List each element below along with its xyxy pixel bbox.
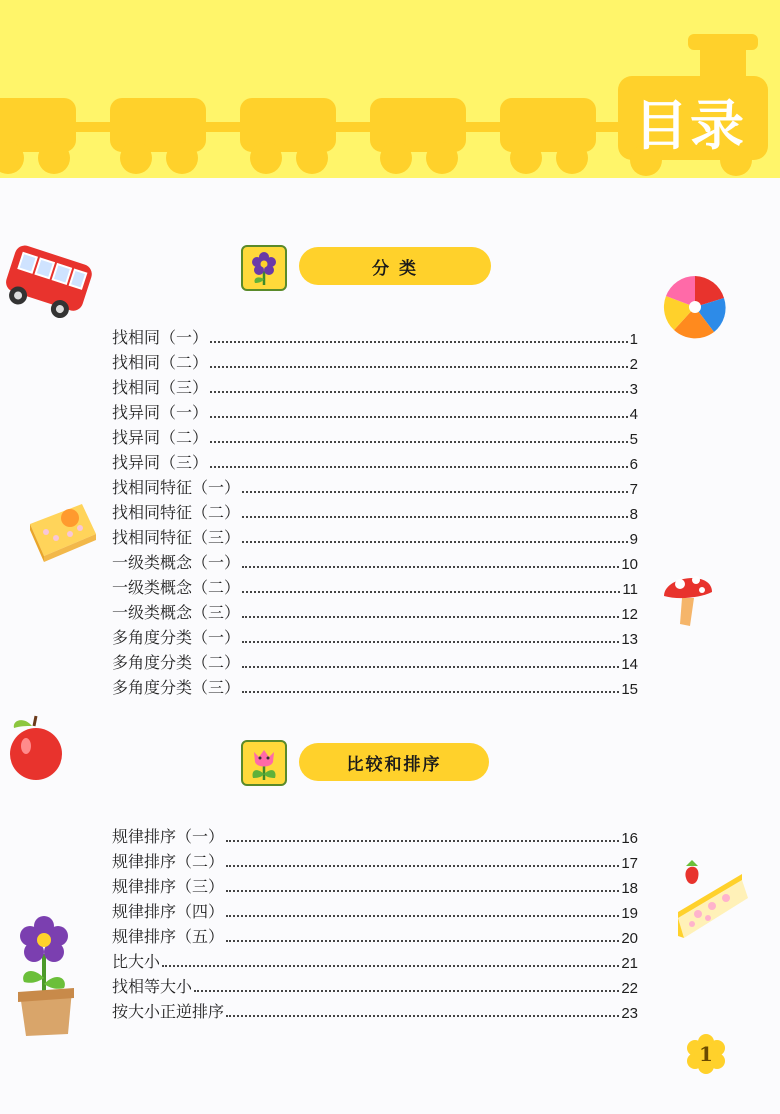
toc-entry-label: 规律排序（二） bbox=[112, 852, 225, 871]
toc-entry[interactable] bbox=[112, 673, 638, 698]
toc-entry[interactable] bbox=[112, 323, 638, 348]
toc-page-number: 15 bbox=[621, 681, 638, 698]
toc-page-number: 19 bbox=[621, 905, 638, 922]
toc-page-number: 21 bbox=[621, 955, 638, 972]
toc-entry[interactable] bbox=[112, 573, 638, 598]
section-title-compare: 比较和排序 bbox=[299, 743, 489, 781]
toc-page-number: 23 bbox=[621, 1005, 638, 1022]
toc-entry-label: 找相同（二） bbox=[112, 353, 209, 372]
toc-page-number: 14 bbox=[621, 656, 638, 673]
toc-entry-label: 找相等大小 bbox=[112, 977, 193, 996]
toc-entry[interactable] bbox=[112, 623, 638, 648]
toc-entry[interactable] bbox=[112, 598, 638, 623]
toc-entry-label: 规律排序（四） bbox=[112, 902, 225, 921]
toc-entry-label: 找相同特征（一） bbox=[112, 478, 241, 497]
toc-entry[interactable] bbox=[112, 822, 638, 847]
leader-dots bbox=[242, 616, 619, 618]
toc-entry[interactable] bbox=[112, 922, 638, 947]
toc-entry-label: 找相同（三） bbox=[112, 378, 209, 397]
toc-page-number: 22 bbox=[621, 980, 638, 997]
leader-dots bbox=[242, 491, 628, 493]
toc-page-number: 6 bbox=[629, 456, 638, 473]
toc-entry[interactable] bbox=[112, 448, 638, 473]
toc-entry-label: 规律排序（一） bbox=[112, 827, 225, 846]
page-number: 1 bbox=[699, 1042, 713, 1066]
tulip-icon bbox=[243, 742, 285, 784]
toc-entry-label: 找相同（一） bbox=[112, 328, 209, 347]
toc-entry-label: 多角度分类（二） bbox=[112, 653, 241, 672]
toc-entry[interactable] bbox=[112, 897, 638, 922]
toc-entry[interactable] bbox=[112, 498, 638, 523]
leader-dots bbox=[242, 516, 628, 518]
toc-entry-label: 找异同（二） bbox=[112, 428, 209, 447]
leader-dots bbox=[210, 416, 628, 418]
toc-entry-label: 比大小 bbox=[112, 952, 161, 971]
beach-ball-icon bbox=[662, 274, 728, 340]
toc-list-classify bbox=[112, 323, 638, 698]
toc-page-number: 10 bbox=[621, 556, 638, 573]
leader-dots bbox=[242, 541, 628, 543]
toc-page-number: 13 bbox=[621, 631, 638, 648]
toc-page-number: 2 bbox=[629, 356, 638, 373]
leader-dots bbox=[210, 441, 628, 443]
toc-entry[interactable] bbox=[112, 398, 638, 423]
section-title-classify: 分 类 bbox=[299, 247, 491, 285]
toc-entry-label: 找异同（三） bbox=[112, 453, 209, 472]
toc-page-number: 12 bbox=[621, 606, 638, 623]
apple-icon bbox=[4, 712, 66, 780]
toc-entry-label: 多角度分类（一） bbox=[112, 628, 241, 647]
toc-page-number: 1 bbox=[629, 331, 638, 348]
leader-dots bbox=[194, 990, 619, 992]
leader-dots bbox=[210, 391, 628, 393]
toc-entry-label: 规律排序（五） bbox=[112, 927, 225, 946]
toc-list-compare bbox=[112, 822, 638, 1022]
toc-page-number: 7 bbox=[629, 481, 638, 498]
toc-entry[interactable] bbox=[112, 423, 638, 448]
toc-page-number: 5 bbox=[629, 431, 638, 448]
cake-slice-icon bbox=[26, 498, 100, 564]
toc-entry-label: 一级类概念（二） bbox=[112, 578, 241, 597]
section-icon-classify bbox=[241, 245, 287, 291]
leader-dots bbox=[210, 341, 628, 343]
leader-dots bbox=[162, 965, 619, 967]
bus-icon bbox=[2, 236, 94, 326]
leader-dots bbox=[210, 466, 628, 468]
toc-page-number: 4 bbox=[629, 406, 638, 423]
toc-entry[interactable] bbox=[112, 947, 638, 972]
leader-dots bbox=[226, 1015, 619, 1017]
section-icon-compare bbox=[241, 740, 287, 786]
flower-pot-icon bbox=[10, 914, 80, 1038]
toc-page-number: 20 bbox=[621, 930, 638, 947]
toc-page-number: 16 bbox=[621, 830, 638, 847]
leader-dots bbox=[226, 915, 619, 917]
mushroom-icon bbox=[660, 566, 716, 632]
toc-page-number: 9 bbox=[629, 531, 638, 548]
toc-entry-label: 一级类概念（三） bbox=[112, 603, 241, 622]
leader-dots bbox=[242, 691, 619, 693]
toc-page-number: 3 bbox=[629, 381, 638, 398]
page-title: 目录 bbox=[634, 93, 746, 157]
toc-entry-label: 一级类概念（一） bbox=[112, 553, 241, 572]
toc-entry-label: 找相同特征（二） bbox=[112, 503, 241, 522]
leader-dots bbox=[210, 366, 628, 368]
toc-entry[interactable] bbox=[112, 847, 638, 872]
toc-page-number: 17 bbox=[621, 855, 638, 872]
leader-dots bbox=[242, 566, 619, 568]
leader-dots bbox=[226, 890, 619, 892]
toc-page-number: 11 bbox=[622, 581, 638, 598]
toc-entry[interactable] bbox=[112, 373, 638, 398]
leader-dots bbox=[242, 641, 619, 643]
page-number-badge bbox=[686, 1034, 726, 1074]
leader-dots bbox=[226, 940, 619, 942]
toc-entry[interactable] bbox=[112, 348, 638, 373]
toc-entry-label: 找相同特征（三） bbox=[112, 528, 241, 547]
leader-dots bbox=[242, 591, 620, 593]
toc-entry[interactable] bbox=[112, 997, 638, 1022]
leader-dots bbox=[226, 840, 619, 842]
toc-entry[interactable] bbox=[112, 548, 638, 573]
toc-entry-label: 规律排序（三） bbox=[112, 877, 225, 896]
flower-icon bbox=[243, 247, 285, 289]
toc-entry[interactable] bbox=[112, 473, 638, 498]
toc-entry[interactable] bbox=[112, 972, 638, 997]
toc-page-number: 8 bbox=[629, 506, 638, 523]
toc-entry-label: 多角度分类（三） bbox=[112, 678, 241, 697]
toc-entry[interactable] bbox=[112, 523, 638, 548]
toc-entry[interactable] bbox=[112, 648, 638, 673]
leader-dots bbox=[242, 666, 619, 668]
toc-entry-label: 找异同（一） bbox=[112, 403, 209, 422]
toc-entry-label: 按大小正逆排序 bbox=[112, 1002, 225, 1021]
leader-dots bbox=[226, 865, 619, 867]
toc-entry[interactable] bbox=[112, 872, 638, 897]
toc-page-number: 18 bbox=[621, 880, 638, 897]
strawberry-cake-icon bbox=[672, 856, 752, 942]
